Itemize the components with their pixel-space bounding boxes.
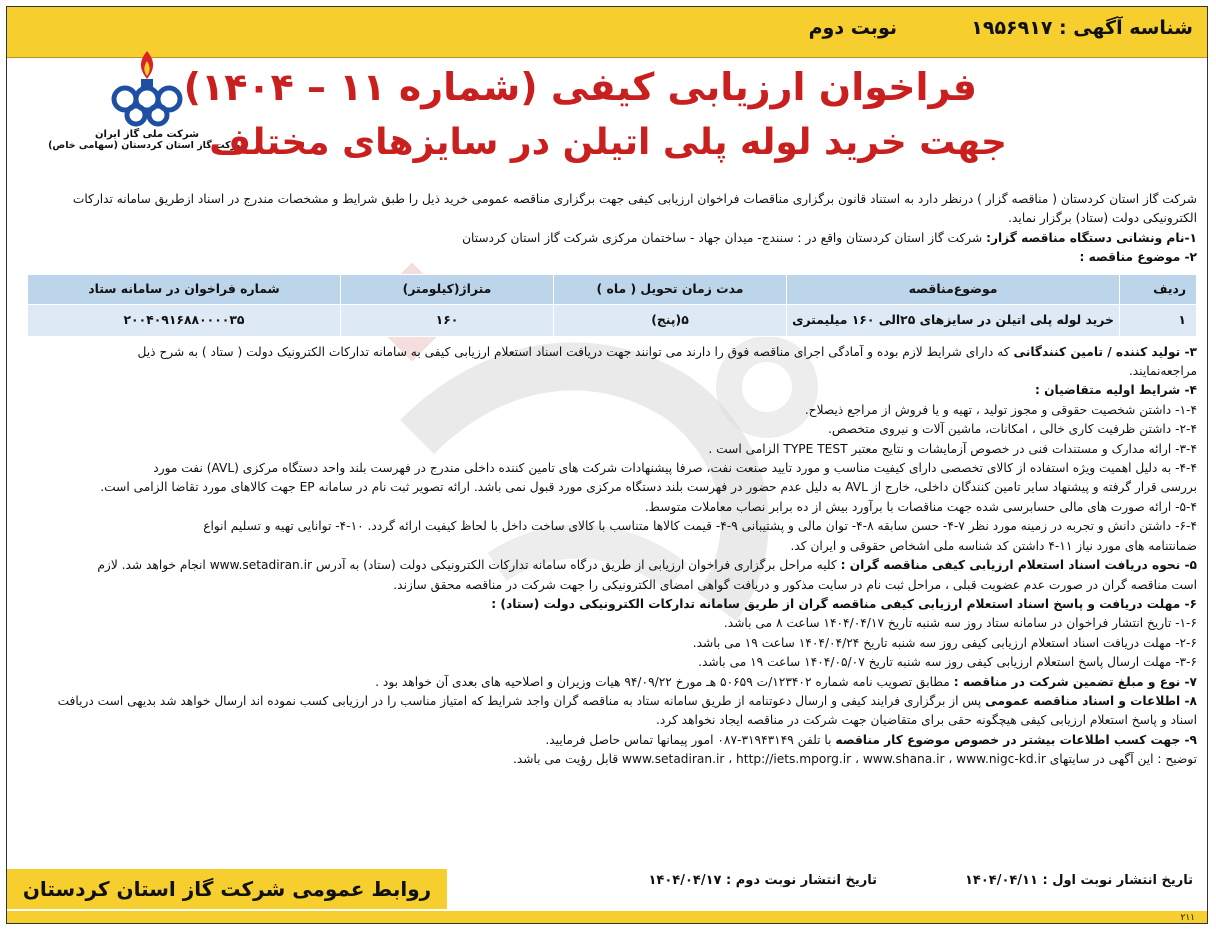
tender-table xyxy=(27,274,1197,337)
ad-id: شناسه آگهی : ۱۹۵۶۹۱۷ xyxy=(971,17,1193,39)
ad-body xyxy=(17,190,1197,770)
item-7-text: مطابق تصویب نامه شماره ۱۲۳۴۰۲/ت ۵۰۶۵۹ هـ مورخ ۹۴/۰۹/۲۲ هیات وزیران و اصلاحیه های بعدی آن خواهد بود . xyxy=(375,674,954,689)
col-header-row-no: ردیف xyxy=(1120,274,1197,304)
item-4-4: ۴-۴- به دلیل اهمیت ویژه استفاده از کالای تخصصی دارای کیفیت مناسب و مورد تایید صنعت نفت، صرفا پیشنهادات شرکت های تامین کننده داخلی مندرج در فهرست بلند واحد دستگاه مرکزی (AVL) نفت مورد xyxy=(153,461,1197,476)
first-publication-date: تاریخ انتشار نوبت اول : ۱۴۰۴/۰۴/۱۱ xyxy=(964,873,1193,888)
item-5-text: کلیه مراحل برگزاری فراخوان ارزیابی از طریق درگاه سامانه تدارکات الکترونیکی دولت (ستاد) به آدرس www.setadiran.ir انجام خواهد شد. لازم xyxy=(97,558,841,573)
item-3-label: ۳- تولید کننده / تامین کنندگانی xyxy=(1013,344,1197,359)
item-4: ۴- شرایط اولیه متقاضیان : xyxy=(1034,383,1197,398)
item-3-text: که دارای شرایط لازم بوده و آمادگی اجرای مناقصه فوق را دارند می توانند جهت دریافت اسناد استعلام ارزیابی کیفی به سامانه تدارکات الکترونیک دولت ( ستاد ) به شرح ذیل xyxy=(137,344,1014,359)
cell-length: ۱۶۰ xyxy=(341,304,554,336)
item-9-label: ۹- جهت کسب اطلاعات بیشتر در خصوص موضوع کار مناقصه xyxy=(835,732,1197,747)
second-publication-date: تاریخ انتشار نوبت دوم : ۱۴۰۴/۰۴/۱۷ xyxy=(648,873,877,888)
note: توضیح : این آگهی در سایتهای www.setadiran.ir ، http://iets.mporg.ir ، www.shana.ir ، www.nigc-kd.ir قابل رؤیت می باشد. xyxy=(512,752,1197,767)
item-6: ۶- مهلت دریافت و پاسخ اسناد استعلام ارزیابی کیفی مناقصه گران از طریق سامانه تدارکات الکترونیکی دولت (ستاد) : xyxy=(491,596,1197,611)
subheadline: جهت خرید لوله پلی اتیلن در سایزهای مختلف xyxy=(209,122,1007,163)
item-4-2: ۲-۴- داشتن ظرفیت کاری خالی ، امکانات، ماشین آلات و نیروی متخصص. xyxy=(827,422,1197,437)
advertisement xyxy=(6,6,1208,924)
footer-strip xyxy=(7,911,1207,923)
intro-line-1: شرکت گاز استان کردستان ( مناقصه گزار ) درنظر دارد به استناد قانون برگزاری مناقصات فراخوان ارزیابی کیفی جهت برگزاری مناقصه عمومی خرید ذیل را طبق شرایط و مشخصات مندرج در اسناد ازطریق سامانه تدارکات xyxy=(72,192,1197,206)
item-1-text: شرکت گاز استان کردستان واقع در : سنندج- میدان جهاد - ساختمان مرکزی شرکت گاز استان کردستان xyxy=(462,230,987,245)
item-4-5: ۵-۴- ارائه صورت های مالی حسابرسی شده جهت مناقصات با برآورد بیش از ده برابر نصاب معاملات متوسط. xyxy=(644,499,1197,514)
item-3 xyxy=(17,343,1197,362)
cell-subject: خرید لوله پلی اتیلن در سایزهای ۲۵الی ۱۶۰ میلیمتری xyxy=(787,304,1120,336)
item-4-3: ۳-۴- ارائه مدارک و مستندات فنی در خصوص آزمایشات و نتایج معتبر TYPE TEST الزامی است . xyxy=(708,441,1197,456)
item-8-text: پس از برگزاری فرایند کیفی و ارسال دعوتنامه از طریق سامانه ستاد به مناقصه گران واجد شرایط که امتیاز مناسب را در ارزیابی کسب نموده اند ارسال خواهد شد بدیهی است دریافت xyxy=(57,693,986,708)
col-header-length: متراژ(کیلومتر) xyxy=(341,274,554,304)
headline: فراخوان ارزیابی کیفی (شماره ۱۱ – ۱۴۰۴) xyxy=(183,65,977,109)
cell-delivery: ۵(پنج) xyxy=(554,304,787,336)
item-5-cont: است مناقصه گران در صورت عدم عضویت قبلی ، مراحل ثبت نام در سایت مذکور و دریافت گواهی امضای الکترونیکی را جهت شرکت در مناقصه محقق سازند. xyxy=(393,577,1197,592)
col-header-subject: موضوع‌مناقصه xyxy=(787,274,1120,304)
item-1-label: ۱-نام ونشانی دستگاه مناقصه گزار: xyxy=(986,230,1197,245)
item-8-label: ۸- اطلاعات و اسناد مناقصه عمومی xyxy=(985,693,1197,708)
logo-caption-sub: شرکت گاز استان کردستان (سهامی خاص) xyxy=(48,140,246,151)
item-6-2: ۲-۶- مهلت دریافت اسناد استعلام ارزیابی کیفی روز سه شنبه تاریخ ۱۴۰۴/۰۴/۲۴ ساعت ۱۹ می باشد. xyxy=(692,635,1197,650)
table-row xyxy=(28,304,1197,336)
item-1 xyxy=(17,229,1197,248)
table-header-row xyxy=(28,274,1197,304)
publisher-banner: روابط عمومی شرکت گاز استان کردستان xyxy=(7,869,447,909)
gas-company-emblem-icon xyxy=(97,49,197,127)
col-header-delivery: مدت زمان تحویل ( ماه ) xyxy=(554,274,787,304)
item-4-1: ۱-۴- داشتن شخصیت حقوقی و مجوز تولید ، تهیه و یا فروش از مراجع ذیصلاح. xyxy=(804,402,1197,417)
item-4-4-cont: بررسی قرار گرفته و پیشنهاد سایر تامین کنندگان داخلی، خارج از AVL به دلیل عدم حضور در فهرست بلند دستگاه مرکزی مورد قبول نمی باشد. ارائه تصویر ثبت نام در سامانه EP جهت کالاهای مورد تقاضا الزامی است. xyxy=(100,480,1197,495)
item-9 xyxy=(17,731,1197,750)
publication-turn: نوبت دوم xyxy=(808,17,897,39)
item-8 xyxy=(17,692,1197,711)
item-4-6-cont: ضمانتنامه های مورد نیاز ۱۱-۴ داشتن کد شناسه ملی اشخاص حقوقی و ایران کد. xyxy=(790,538,1197,553)
item-3-cont: مراجعه‌نمایند. xyxy=(1128,364,1197,379)
item-2: ۲- موضوع مناقصه : xyxy=(1079,250,1197,265)
page-number: ۲۱۱ xyxy=(1180,913,1195,923)
item-8-cont: اسناد و پاسخ استعلام ارزیابی کیفی هیچگونه حقی برای متقاضیان جهت شرکت در مناقصه ایجاد نخواهد کرد. xyxy=(655,713,1197,728)
cell-call-number: ۲۰۰۴۰۹۱۶۸۸۰۰۰۰۳۵ xyxy=(28,304,341,336)
intro-line-2: الکترونیکی دولت (ستاد) برگزار نماید. xyxy=(1008,211,1197,226)
item-9-text: با تلفن ۳۱۹۴۳۱۴۹-۰۸۷ امور پیمانها تماس حاصل فرمایید. xyxy=(545,732,836,747)
col-header-call-number: شماره فراخوان در سامانه ستاد xyxy=(28,274,341,304)
item-4-6: ۶-۴- داشتن دانش و تجربه در زمینه مورد نظر ۷-۴- حسن سابقه ۸-۴- توان مالی و پشتیبانی ۹-۴- قیمت کالاها متناسب با کالای ساخت داخل با لحاظ کیفیت ارائه گردد. ۱۰-۴- توانایی تهیه و تسلیم انواع xyxy=(203,519,1197,534)
item-5-label: ۵- نحوه دریافت اسناد استعلام ارزیابی کیفی مناقصه گران : xyxy=(840,558,1197,573)
item-7 xyxy=(17,673,1197,692)
item-6-1: ۱-۶- تاریخ انتشار فراخوان در سامانه ستاد روز سه شنبه تاریخ ۱۴۰۴/۰۴/۱۷ ساعت ۸ می باشد. xyxy=(723,616,1197,631)
cell-row-no: ۱ xyxy=(1120,304,1197,336)
logo-caption-main: شرکت ملی گاز ایران xyxy=(95,129,199,140)
item-6-3: ۳-۶- مهلت ارسال پاسخ استعلام ارزیابی کیفی روز سه شنبه تاریخ ۱۴۰۴/۰۵/۰۷ ساعت ۱۹ می باشد. xyxy=(698,655,1197,670)
item-5 xyxy=(17,556,1197,575)
item-7-label: ۷- نوع و مبلغ تضمین شرکت در مناقصه : xyxy=(953,674,1197,689)
